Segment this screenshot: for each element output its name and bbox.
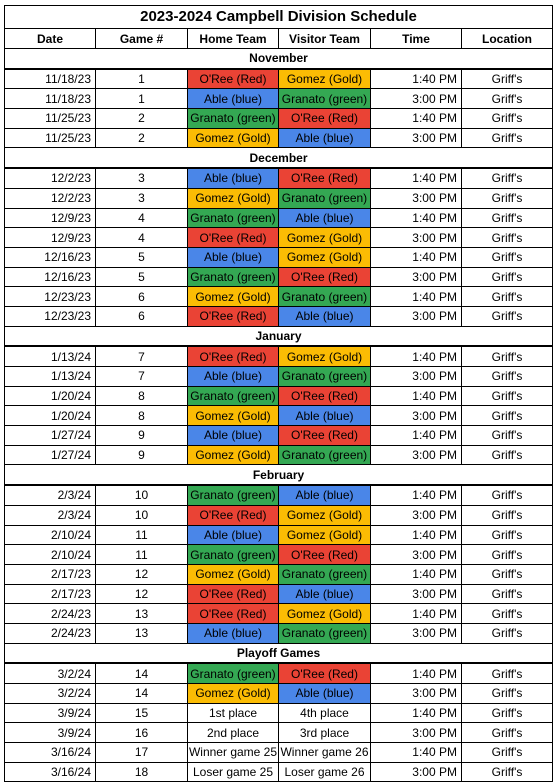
visitor-team-cell: 4th place [279, 703, 371, 723]
header-game: Game # [96, 29, 188, 49]
game-number-cell: 6 [96, 287, 188, 307]
game-row [5, 684, 553, 704]
date-cell: 1/20/24 [5, 386, 96, 406]
game-row [5, 406, 553, 426]
date-cell: 12/2/23 [5, 188, 96, 208]
location-cell: Griff's [462, 623, 553, 643]
date-cell: 12/16/23 [5, 267, 96, 287]
visitor-team-cell: Gomez (Gold) [279, 228, 371, 248]
location-cell: Griff's [462, 168, 553, 188]
visitor-team-cell: Granato (green) [279, 188, 371, 208]
game-row [5, 69, 553, 89]
time-cell: 1:40 PM [371, 346, 462, 366]
time-cell: 1:40 PM [371, 426, 462, 446]
home-team-cell: O'Ree (Red) [188, 306, 279, 326]
game-number-cell: 16 [96, 723, 188, 743]
home-team-cell: Granato (green) [188, 208, 279, 228]
game-row [5, 346, 553, 366]
location-cell: Griff's [462, 703, 553, 723]
visitor-team-cell: Granato (green) [279, 445, 371, 465]
home-team-cell: O'Ree (Red) [188, 604, 279, 624]
date-cell: 2/10/24 [5, 525, 96, 545]
game-number-cell: 5 [96, 267, 188, 287]
location-cell: Griff's [462, 663, 553, 683]
time-cell: 1:40 PM [371, 564, 462, 584]
time-cell: 1:40 PM [371, 485, 462, 505]
visitor-team-cell: Able (blue) [279, 306, 371, 326]
game-number-cell: 3 [96, 188, 188, 208]
visitor-team-cell: Able (blue) [279, 406, 371, 426]
header-location: Location [462, 29, 553, 49]
time-cell: 3:00 PM [371, 445, 462, 465]
location-cell: Griff's [462, 723, 553, 743]
game-number-cell: 7 [96, 346, 188, 366]
location-cell: Griff's [462, 109, 553, 129]
visitor-team-cell: Able (blue) [279, 584, 371, 604]
game-number-cell: 10 [96, 505, 188, 525]
date-cell: 12/16/23 [5, 247, 96, 267]
home-team-cell: Gomez (Gold) [188, 406, 279, 426]
time-cell: 3:00 PM [371, 228, 462, 248]
game-row [5, 306, 553, 326]
visitor-team-cell: Granato (green) [279, 367, 371, 387]
home-team-cell: O'Ree (Red) [188, 228, 279, 248]
time-cell: 1:40 PM [371, 604, 462, 624]
game-number-cell: 8 [96, 406, 188, 426]
visitor-team-cell: Granato (green) [279, 89, 371, 109]
date-cell: 11/18/23 [5, 69, 96, 89]
time-cell: 1:40 PM [371, 208, 462, 228]
home-team-cell: Able (blue) [188, 623, 279, 643]
time-cell: 1:40 PM [371, 743, 462, 763]
time-cell: 3:00 PM [371, 723, 462, 743]
game-number-cell: 2 [96, 109, 188, 129]
game-number-cell: 17 [96, 743, 188, 763]
location-cell: Griff's [462, 684, 553, 704]
time-cell: 3:00 PM [371, 762, 462, 782]
home-team-cell: Loser game 25 [188, 762, 279, 782]
home-team-cell: Able (blue) [188, 89, 279, 109]
date-cell: 2/17/23 [5, 584, 96, 604]
game-row [5, 723, 553, 743]
location-cell: Griff's [462, 287, 553, 307]
location-cell: Griff's [462, 604, 553, 624]
date-cell: 1/13/24 [5, 367, 96, 387]
time-cell: 3:00 PM [371, 128, 462, 148]
schedule-sheet [4, 5, 552, 782]
home-team-cell: Granato (green) [188, 485, 279, 505]
home-team-cell: 1st place [188, 703, 279, 723]
visitor-team-cell: Winner game 26 [279, 743, 371, 763]
visitor-team-cell: Gomez (Gold) [279, 525, 371, 545]
date-cell: 3/2/24 [5, 684, 96, 704]
game-row [5, 426, 553, 446]
visitor-team-cell: Gomez (Gold) [279, 247, 371, 267]
location-cell: Griff's [462, 367, 553, 387]
home-team-cell: O'Ree (Red) [188, 346, 279, 366]
game-row [5, 188, 553, 208]
location-cell: Griff's [462, 426, 553, 446]
game-row [5, 287, 553, 307]
section-title: January [5, 326, 553, 346]
section-header-row [5, 326, 553, 346]
visitor-team-cell: O'Ree (Red) [279, 426, 371, 446]
game-row [5, 367, 553, 387]
visitor-team-cell: O'Ree (Red) [279, 545, 371, 565]
game-row [5, 208, 553, 228]
time-cell: 1:40 PM [371, 168, 462, 188]
visitor-team-cell: 3rd place [279, 723, 371, 743]
date-cell: 1/13/24 [5, 346, 96, 366]
game-number-cell: 11 [96, 525, 188, 545]
time-cell: 3:00 PM [371, 89, 462, 109]
date-cell: 12/9/23 [5, 208, 96, 228]
game-number-cell: 4 [96, 208, 188, 228]
section-header-row [5, 643, 553, 663]
home-team-cell: O'Ree (Red) [188, 505, 279, 525]
time-cell: 3:00 PM [371, 267, 462, 287]
date-cell: 1/27/24 [5, 426, 96, 446]
home-team-cell: Gomez (Gold) [188, 287, 279, 307]
date-cell: 1/27/24 [5, 445, 96, 465]
date-cell: 2/24/23 [5, 623, 96, 643]
section-header-row [5, 49, 553, 69]
home-team-cell: Granato (green) [188, 663, 279, 683]
section-header-row [5, 465, 553, 485]
time-cell: 1:40 PM [371, 69, 462, 89]
game-row [5, 168, 553, 188]
location-cell: Griff's [462, 505, 553, 525]
date-cell: 12/23/23 [5, 287, 96, 307]
game-number-cell: 4 [96, 228, 188, 248]
time-cell: 3:00 PM [371, 623, 462, 643]
time-cell: 1:40 PM [371, 109, 462, 129]
date-cell: 3/16/24 [5, 743, 96, 763]
visitor-team-cell: Able (blue) [279, 128, 371, 148]
home-team-cell: Granato (green) [188, 545, 279, 565]
visitor-team-cell: Gomez (Gold) [279, 604, 371, 624]
date-cell: 11/25/23 [5, 109, 96, 129]
section-title: February [5, 465, 553, 485]
game-number-cell: 2 [96, 128, 188, 148]
visitor-team-cell: Able (blue) [279, 684, 371, 704]
home-team-cell: Able (blue) [188, 367, 279, 387]
game-row [5, 386, 553, 406]
location-cell: Griff's [462, 445, 553, 465]
schedule-body [5, 6, 553, 782]
section-header-row [5, 148, 553, 168]
game-row [5, 584, 553, 604]
home-team-cell: Able (blue) [188, 168, 279, 188]
game-number-cell: 14 [96, 663, 188, 683]
home-team-cell: Granato (green) [188, 386, 279, 406]
date-cell: 11/25/23 [5, 128, 96, 148]
date-cell: 3/9/24 [5, 723, 96, 743]
visitor-team-cell: Gomez (Gold) [279, 346, 371, 366]
schedule-table [4, 5, 553, 782]
header-time: Time [371, 29, 462, 49]
date-cell: 2/24/23 [5, 604, 96, 624]
date-cell: 12/2/23 [5, 168, 96, 188]
time-cell: 1:40 PM [371, 287, 462, 307]
time-cell: 3:00 PM [371, 188, 462, 208]
date-cell: 3/9/24 [5, 703, 96, 723]
home-team-cell: Granato (green) [188, 109, 279, 129]
home-team-cell: Able (blue) [188, 426, 279, 446]
location-cell: Griff's [462, 267, 553, 287]
date-cell: 1/20/24 [5, 406, 96, 426]
home-team-cell: Gomez (Gold) [188, 564, 279, 584]
game-number-cell: 9 [96, 445, 188, 465]
header-row [5, 29, 553, 49]
date-cell: 11/18/23 [5, 89, 96, 109]
location-cell: Griff's [462, 406, 553, 426]
visitor-team-cell: O'Ree (Red) [279, 168, 371, 188]
time-cell: 3:00 PM [371, 306, 462, 326]
time-cell: 3:00 PM [371, 684, 462, 704]
game-row [5, 525, 553, 545]
location-cell: Griff's [462, 247, 553, 267]
date-cell: 2/3/24 [5, 505, 96, 525]
location-cell: Griff's [462, 208, 553, 228]
section-title: December [5, 148, 553, 168]
game-number-cell: 10 [96, 485, 188, 505]
time-cell: 3:00 PM [371, 545, 462, 565]
game-row [5, 228, 553, 248]
visitor-team-cell: O'Ree (Red) [279, 267, 371, 287]
game-number-cell: 13 [96, 623, 188, 643]
game-number-cell: 14 [96, 684, 188, 704]
game-number-cell: 18 [96, 762, 188, 782]
location-cell: Griff's [462, 69, 553, 89]
location-cell: Griff's [462, 128, 553, 148]
visitor-team-cell: Granato (green) [279, 564, 371, 584]
game-number-cell: 5 [96, 247, 188, 267]
location-cell: Griff's [462, 743, 553, 763]
game-number-cell: 12 [96, 584, 188, 604]
game-row [5, 703, 553, 723]
visitor-team-cell: Granato (green) [279, 287, 371, 307]
game-row [5, 109, 553, 129]
home-team-cell: Gomez (Gold) [188, 684, 279, 704]
game-number-cell: 8 [96, 386, 188, 406]
time-cell: 3:00 PM [371, 505, 462, 525]
home-team-cell: Able (blue) [188, 525, 279, 545]
time-cell: 1:40 PM [371, 663, 462, 683]
location-cell: Griff's [462, 525, 553, 545]
title-row [5, 6, 553, 29]
date-cell: 3/2/24 [5, 663, 96, 683]
home-team-cell: Gomez (Gold) [188, 188, 279, 208]
header-home-team: Home Team [188, 29, 279, 49]
time-cell: 1:40 PM [371, 703, 462, 723]
game-number-cell: 15 [96, 703, 188, 723]
home-team-cell: 2nd place [188, 723, 279, 743]
date-cell: 2/3/24 [5, 485, 96, 505]
time-cell: 1:40 PM [371, 525, 462, 545]
date-cell: 3/16/24 [5, 762, 96, 782]
game-number-cell: 1 [96, 69, 188, 89]
header-visitor-team: Visitor Team [279, 29, 371, 49]
game-row [5, 604, 553, 624]
game-number-cell: 3 [96, 168, 188, 188]
game-row [5, 128, 553, 148]
home-team-cell: O'Ree (Red) [188, 69, 279, 89]
home-team-cell: Able (blue) [188, 247, 279, 267]
location-cell: Griff's [462, 306, 553, 326]
date-cell: 2/17/23 [5, 564, 96, 584]
game-row [5, 247, 553, 267]
visitor-team-cell: Granato (green) [279, 623, 371, 643]
game-row [5, 445, 553, 465]
location-cell: Griff's [462, 89, 553, 109]
home-team-cell: Gomez (Gold) [188, 445, 279, 465]
game-row [5, 267, 553, 287]
date-cell: 12/9/23 [5, 228, 96, 248]
game-number-cell: 12 [96, 564, 188, 584]
section-title: Playoff Games [5, 643, 553, 663]
visitor-team-cell: O'Ree (Red) [279, 109, 371, 129]
home-team-cell: Winner game 25 [188, 743, 279, 763]
game-number-cell: 7 [96, 367, 188, 387]
game-number-cell: 11 [96, 545, 188, 565]
header-date: Date [5, 29, 96, 49]
location-cell: Griff's [462, 485, 553, 505]
location-cell: Griff's [462, 584, 553, 604]
game-row [5, 762, 553, 782]
location-cell: Griff's [462, 564, 553, 584]
game-row [5, 743, 553, 763]
schedule-title: 2023-2024 Campbell Division Schedule [5, 6, 553, 29]
location-cell: Griff's [462, 545, 553, 565]
game-row [5, 505, 553, 525]
game-number-cell: 6 [96, 306, 188, 326]
visitor-team-cell: Gomez (Gold) [279, 69, 371, 89]
time-cell: 3:00 PM [371, 584, 462, 604]
visitor-team-cell: Gomez (Gold) [279, 505, 371, 525]
visitor-team-cell: O'Ree (Red) [279, 386, 371, 406]
time-cell: 3:00 PM [371, 406, 462, 426]
home-team-cell: Granato (green) [188, 267, 279, 287]
game-row [5, 623, 553, 643]
game-row [5, 545, 553, 565]
game-number-cell: 1 [96, 89, 188, 109]
game-row [5, 89, 553, 109]
game-row [5, 564, 553, 584]
home-team-cell: Gomez (Gold) [188, 128, 279, 148]
date-cell: 2/10/24 [5, 545, 96, 565]
home-team-cell: O'Ree (Red) [188, 584, 279, 604]
game-number-cell: 9 [96, 426, 188, 446]
game-row [5, 663, 553, 683]
game-number-cell: 13 [96, 604, 188, 624]
game-row [5, 485, 553, 505]
visitor-team-cell: Able (blue) [279, 208, 371, 228]
visitor-team-cell: Loser game 26 [279, 762, 371, 782]
location-cell: Griff's [462, 188, 553, 208]
visitor-team-cell: O'Ree (Red) [279, 663, 371, 683]
visitor-team-cell: Able (blue) [279, 485, 371, 505]
location-cell: Griff's [462, 386, 553, 406]
date-cell: 12/23/23 [5, 306, 96, 326]
time-cell: 1:40 PM [371, 247, 462, 267]
location-cell: Griff's [462, 762, 553, 782]
location-cell: Griff's [462, 346, 553, 366]
time-cell: 3:00 PM [371, 367, 462, 387]
time-cell: 1:40 PM [371, 386, 462, 406]
section-title: November [5, 49, 553, 69]
location-cell: Griff's [462, 228, 553, 248]
